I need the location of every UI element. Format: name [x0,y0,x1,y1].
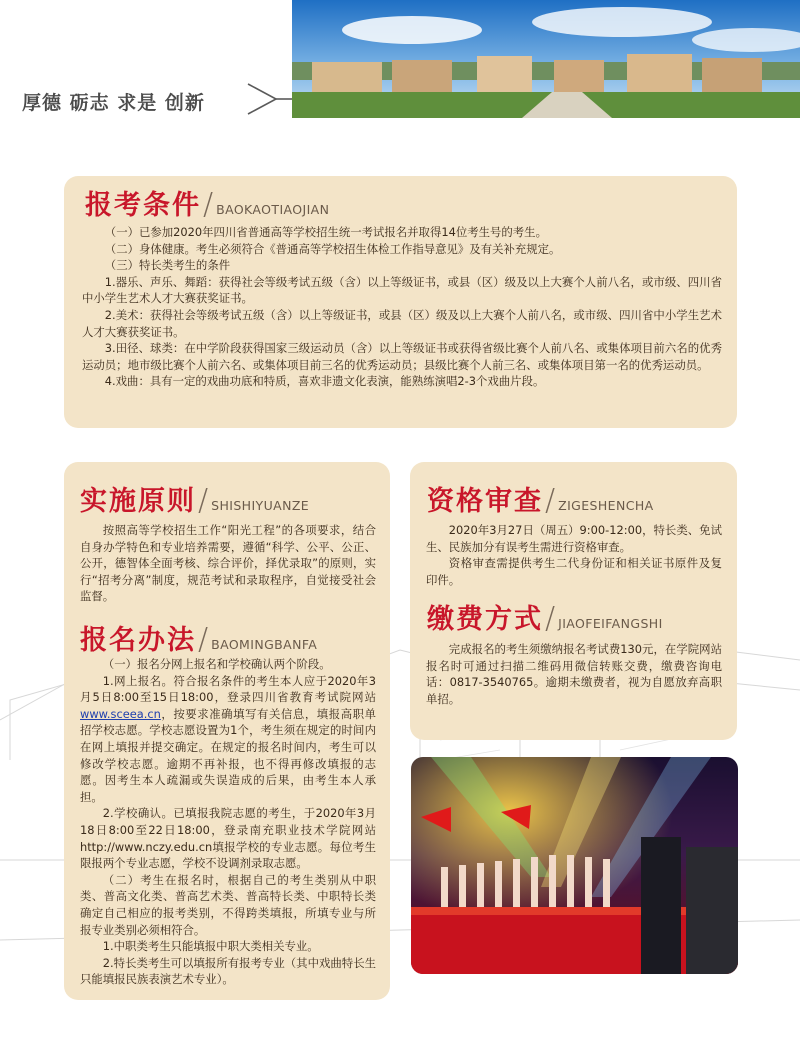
stage-performance-photo [411,757,738,974]
list-item: （一）已参加2020年四川省普通高等学校招生统一考试报名并取得14位考生号的考生。 [104,225,547,239]
paragraph: 1.中职类考生只能填报中职大类相关专业。 [102,939,319,954]
list-item: （二）身体健康。考生必须符合《普通高等学校招生体检工作指导意见》及有关补充规定。 [104,241,561,256]
paragraph: 2.特长类考生可以填报所有报考专业（其中戏曲特长生只能填报民族表演艺术专业）。 [80,955,376,987]
section-title: 报名办法 [80,625,196,656]
section-body-baokao [82,224,722,390]
section-pinyin: BAOMINGBANFA [211,637,318,652]
nczy-url[interactable]: www.nczy.edu.cn [114,839,213,854]
list-item: 2.美术：获得社会等级考试五级（含）以上等级证书，或县（区）级及以上大赛个人前八名，或市级、四川省中小学生艺术人才大赛获奖证书。 [82,307,722,339]
text-span: 2.学校确认。已填报我院志愿的考生，于2020年3月18日8:00至22日18:00，登录南充职业技术学院网站http:// [80,806,376,854]
section-pinyin: SHISHIYUANZE [211,498,310,513]
list-item: 1.器乐、声乐、舞蹈：获得社会等级考试五级（含）以上等级证书，或县（区）级及以上大赛个人前八名，或市级、四川省中小学生艺术人才大赛获奖证书。 [82,274,722,306]
section-body-zige [426,522,722,588]
chevron-decoration [246,82,292,116]
school-motto: 厚德 砺志 求是 创新 [22,92,205,114]
section-title: 资格审查 [427,486,543,517]
section-title: 实施原则 [80,486,196,517]
text-span: 1.网上报名。符合报名条件的考生本人应于2020年3月5日8:00至15日18:00，登录四川省教育考试院网站 [80,673,376,705]
section-body-jiaofei [426,641,722,707]
list-item: 4.戏曲：具有一定的戏曲功底和特质，喜欢非遗文化表演，能熟练演唱2-3个戏曲片段。 [104,374,545,389]
section-body-baoming [80,656,376,988]
section-heading-zige: 资格审查/ ZIGESHENCHA [427,483,654,518]
section-heading-jiaofei: 缴费方式/ JIAOFEIFANGSHI [427,601,663,636]
section-body-shishi [80,522,376,605]
paragraph: 完成报名的考生须缴纳报名考试费130元，在学院网站报名时可通过扫描二维码用微信转账交费，缴费咨询电话：0817-3540765。逾期未缴费者，视为自愿放弃高职单招。 [426,642,722,706]
paragraph: （二）考生在报名时，根据自己的考生类别从中职类、普高文化类、普高艺术类、普高特长类、中职特长类确定自己相应的报考类别，不得跨类填报，所填专业与所报专业类别必须相符合。 [80,872,376,937]
section-title: 缴费方式 [427,604,543,635]
paragraph: 资格审查需提供考生二代身份证和相关证书原件及复印件。 [426,556,722,587]
section-heading-baokao: 报考条件/ BAOKAOTIAOJIAN [85,187,330,222]
section-title: 报考条件 [85,190,201,221]
list-item: （三）特长类考生的条件 [104,258,231,273]
paragraph [80,805,376,871]
text-span: ，按要求准确填写有关信息，填报高职单招学校志愿。学校志愿设置为1个，考生须在规定的时间内在网上填报并提交确定。在规定的报名时间内，考生可以修改学校志愿。逾期不再补报，也不得再修改填报的志愿。因考生本人疏漏或失误造成的后果，由考生本人承担。 [80,706,376,804]
paragraph: 2020年3月27日（周五）9:00-12:00，特长类、免试生、民族加分有误考生需进行资格审查。 [426,523,722,554]
section-pinyin: ZIGESHENCHA [558,498,654,513]
section-pinyin: JIAOFEIFANGSHI [558,616,663,631]
paragraph [80,673,376,806]
section-pinyin: BAOKAOTIAOJIAN [216,202,330,217]
section-heading-baoming: 报名办法/ BAOMINGBANFA [80,622,318,657]
list-item: 3.田径、球类：在中学阶段获得国家三级运动员（含）以上等级证书或获得省级比赛个人前八名、或集体项目前六名的优秀运动员；地市级比赛个人前六名、或集体项目前三名的优秀运动员；县级比赛个人前三名、或集体项目第一名的优秀运动员。 [82,341,722,372]
paragraph: （一）报名分网上报名和学校确认两个阶段。 [102,657,331,671]
paragraph: 按照高等学校招生工作“阳光工程”的各项要求，结合自身办学特色和专业培养需要，遵循“科学、公平、公正、公开，德智体全面考核、综合评价，择优录取”的原则，实行“招考分离”制度，规范考试和录取程序，自觉接受社会监督。 [80,523,376,604]
campus-photo [292,0,800,118]
text-span: 填报学校的专业志愿。每位考生限报两个专业志愿，学校不设调剂录取志愿。 [80,839,376,871]
section-heading-shishi: 实施原则/ SHISHIYUANZE [80,483,310,518]
sceea-link[interactable]: www.sceea.cn [80,706,161,721]
